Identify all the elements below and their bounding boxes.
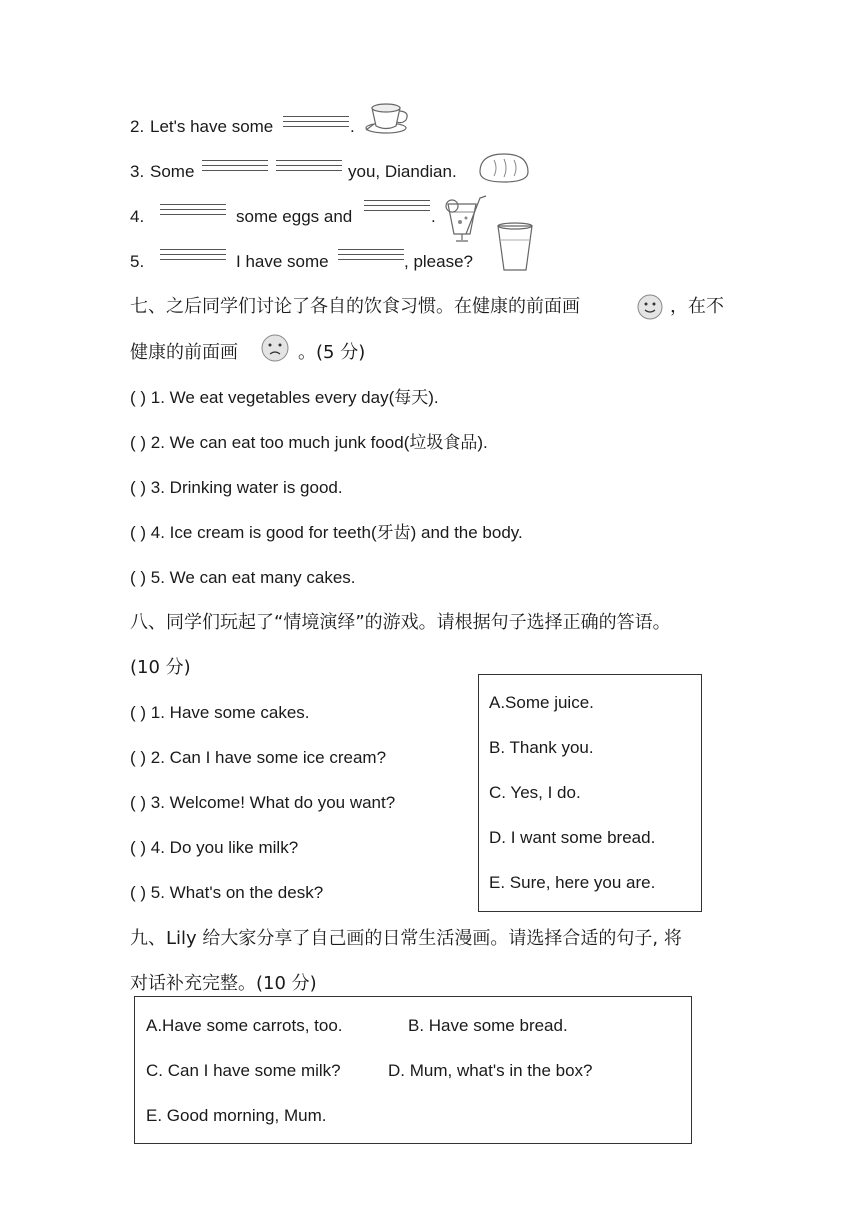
answer-blank[interactable]: [364, 200, 430, 215]
section-7-item-4[interactable]: ( ) 4. Ice cream is good for teeth(牙齿) and the body.: [130, 523, 523, 542]
answer-blank[interactable]: [283, 116, 349, 131]
section-7-item-5[interactable]: ( ) 5. We can eat many cakes.: [130, 568, 356, 587]
juice-glass-icon: [440, 194, 490, 244]
section-7-heading-part3: 健康的前面画: [130, 342, 238, 363]
section-7-heading-part2: ，在不: [670, 296, 724, 317]
section-9-option-b: B. Have some bread.: [408, 1016, 568, 1035]
section-9-option-e: E. Good morning, Mum.: [146, 1106, 327, 1125]
section-7-heading-part1: 七、之后同学们讨论了各自的饮食习惯。在健康的前面画: [130, 296, 580, 317]
answer-blank[interactable]: [338, 249, 404, 264]
answer-blank[interactable]: [160, 204, 226, 219]
section-8-item-1[interactable]: ( ) 1. Have some cakes.: [130, 703, 310, 722]
section-9-heading-part2: 对话补充完整。(10 分): [130, 973, 317, 994]
q6-row-2-number: 2.: [130, 117, 145, 136]
section-7-heading-part4: 。(5 分): [298, 342, 366, 363]
section-8-option-b: B. Thank you.: [489, 738, 594, 757]
water-glass-icon: [494, 220, 536, 276]
section-8-item-3[interactable]: ( ) 3. Welcome! What do you want?: [130, 793, 396, 812]
answer-blank[interactable]: [276, 160, 342, 175]
section-8-heading-part2: (10 分): [130, 657, 191, 678]
section-9-option-a: A.Have some carrots, too.: [146, 1016, 343, 1035]
section-8-item-5[interactable]: ( ) 5. What's on the desk?: [130, 883, 324, 902]
answer-blank[interactable]: [160, 249, 226, 264]
q6-row-2-end: .: [350, 117, 355, 136]
section-8-heading-part1: 八、同学们玩起了“情境演绎”的游戏。请根据句子选择正确的答语。: [130, 612, 671, 633]
section-8-option-d: D. I want some bread.: [489, 828, 656, 847]
answer-blank[interactable]: [202, 160, 268, 175]
smiley-face-icon: [636, 293, 664, 321]
q6-row-2-text: Let's have some: [150, 117, 274, 136]
sad-face-icon: [260, 333, 290, 363]
q6-row-5-number: 5.: [130, 252, 145, 271]
bread-icon: [476, 150, 532, 186]
section-9-option-d: D. Mum, what's in the box?: [388, 1061, 593, 1080]
section-8-option-e: E. Sure, here you are.: [489, 873, 656, 892]
q6-row-5-end: , please?: [404, 252, 473, 271]
q6-row-3-end: you, Diandian.: [348, 162, 457, 181]
section-7-item-3[interactable]: ( ) 3. Drinking water is good.: [130, 478, 343, 497]
section-7-item-1[interactable]: ( ) 1. We eat vegetables every day(每天).: [130, 388, 439, 407]
q6-row-5-text: I have some: [236, 252, 329, 271]
section-8-option-c: C. Yes, I do.: [489, 783, 581, 802]
tea-cup-icon: [362, 98, 416, 138]
section-8-option-a: A.Some juice.: [489, 693, 594, 712]
section-8-item-4[interactable]: ( ) 4. Do you like milk?: [130, 838, 299, 857]
section-9-heading-part1: 九、Lily 给大家分享了自己画的日常生活漫画。请选择合适的句子, 将: [130, 928, 682, 949]
section-9-option-c: C. Can I have some milk?: [146, 1061, 341, 1080]
q6-row-4-number: 4.: [130, 207, 145, 226]
q6-row-3-text: Some: [150, 162, 195, 181]
q6-row-4-end: .: [431, 207, 436, 226]
section-8-item-2[interactable]: ( ) 2. Can I have some ice cream?: [130, 748, 387, 767]
section-7-item-2[interactable]: ( ) 2. We can eat too much junk food(垃圾食品).: [130, 433, 488, 452]
q6-row-3-number: 3.: [130, 162, 145, 181]
q6-row-4-text: some eggs and: [236, 207, 353, 226]
